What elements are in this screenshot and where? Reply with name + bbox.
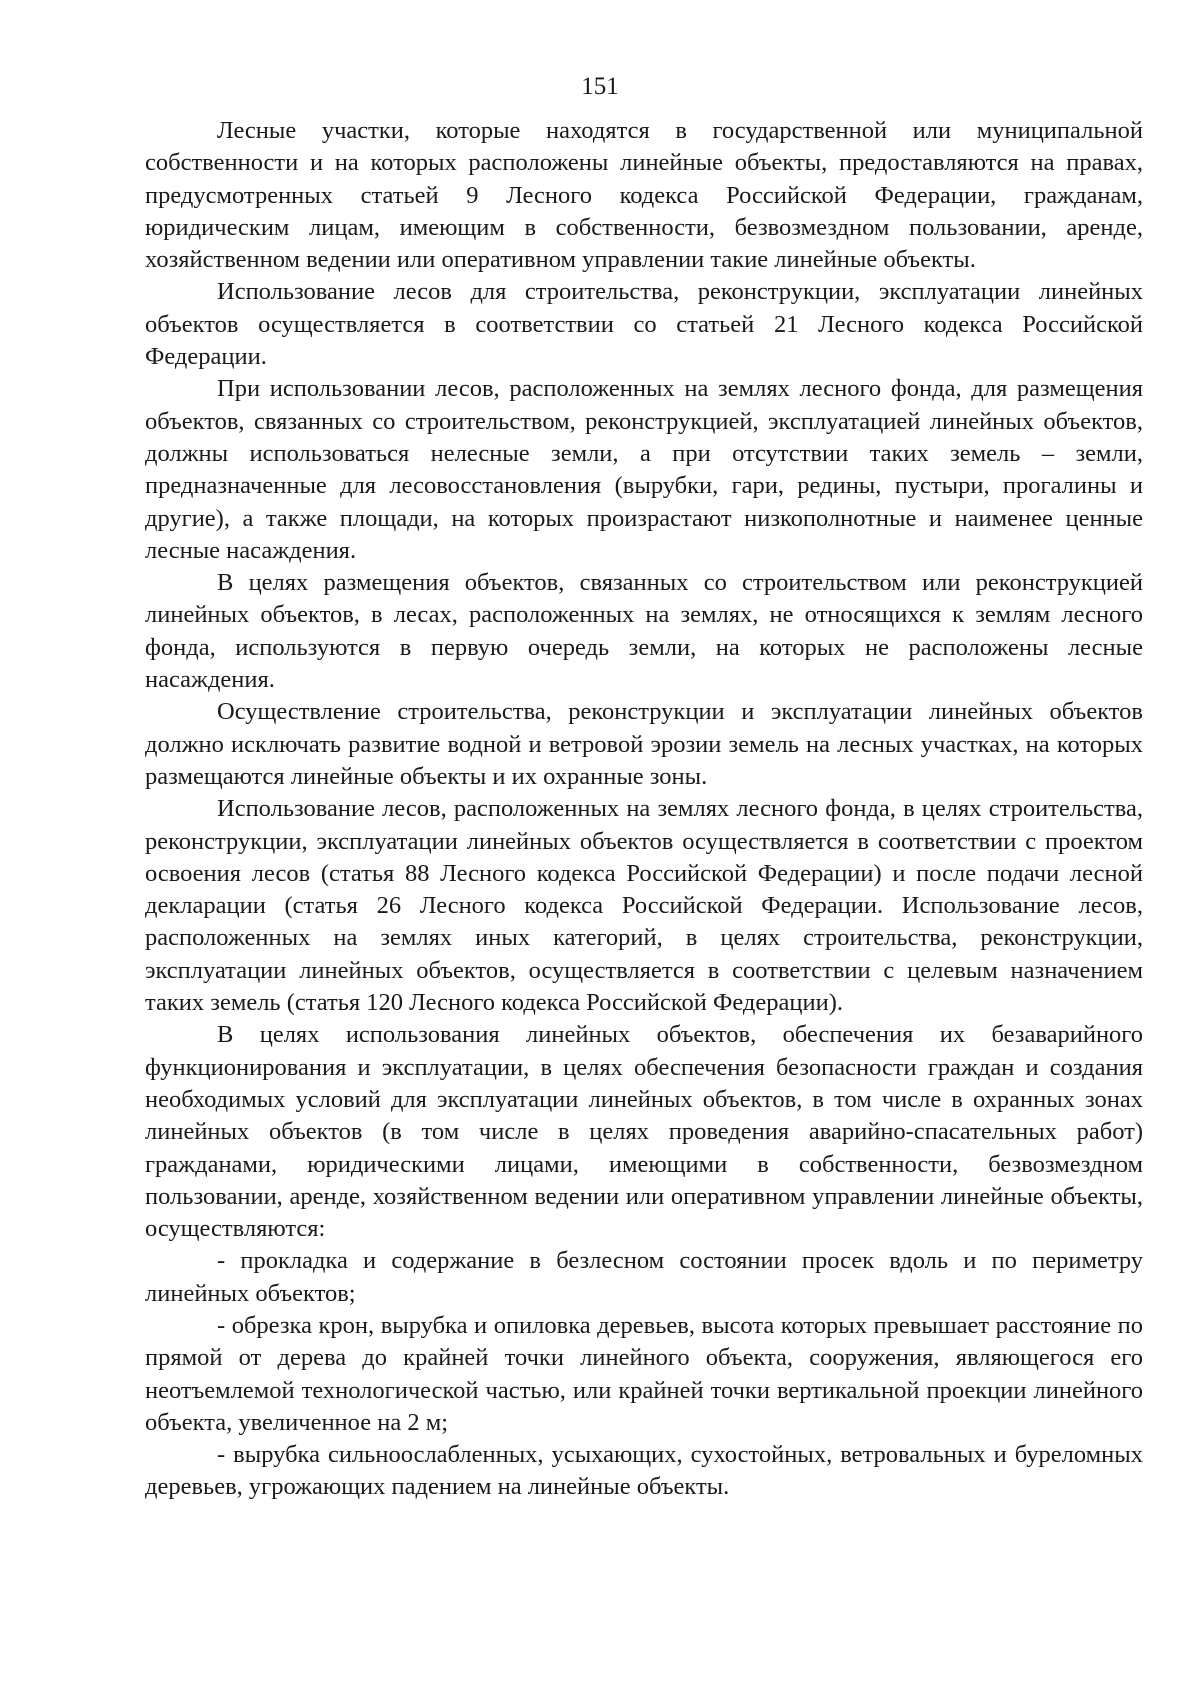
page-number: 151 <box>581 73 619 100</box>
list-item: - прокладка и содержание в безлесном состоянии просек вдоль и по периметру линейных объектов; <box>145 1247 1143 1307</box>
paragraph: При использовании лесов, расположенных на землях лесного фонда, для размещения объектов, связанных со строительством, реконструкцией, эксплуатацией линейных объектов, должны использоваться нелесные земли, а при отсутствии таких земель – земли, предназначенные для лесовосстановления (вырубки, гари, редины, пустыри, прогалины и другие), а также площади, на которых произрастают низкополнотные и наименее ценные лесные насаждения. <box>145 375 1143 564</box>
paragraph: Использование лесов для строительства, реконструкции, эксплуатации линейных объектов осуществляется в соответствии со статьей 21 Лесного кодекса Российской Федерации. <box>145 278 1143 371</box>
paragraph: В целях использования линейных объектов, обеспечения их безаварийного функционирования и эксплуатации, в целях обеспечения безопасности граждан и создания необходимых условий для эксплуатации линейных объектов, в том числе в охранных зонах линейных объектов (в том числе в целях проведения аварийно-спасательных работ) гражданами, юридическими лицами, имеющими в собственности, безвозмездном пользовании, аренде, хозяйственном ведении или оперативном управлении линейные объекты, осуществляются: <box>145 1021 1143 1243</box>
list-item: - вырубка сильноослабленных, усыхающих, сухостойных, ветровальных и буреломных деревьев, угрожающих падением на линейные объекты. <box>145 1441 1143 1501</box>
paragraph: Осуществление строительства, реконструкции и эксплуатации линейных объектов должно исключать развитие водной и ветровой эрозии земель на лесных участках, на которых размещаются линейные объекты и их охранные зоны. <box>145 698 1143 790</box>
paragraph: В целях размещения объектов, связанных со строительством или реконструкцией линейных объектов, в лесах, расположенных на землях, не относящихся к землям лесного фонда, используются в первую очередь земли, на которых не расположены лесные насаждения. <box>145 569 1143 694</box>
list-item: - обрезка крон, вырубка и опиловка деревьев, высота которых превышает расстояние по прямой от дерева до крайней точки линейного объекта, сооружения, являющегося его неотъемлемой технологической частью, или крайней точки вертикальной проекции линейного объекта, увеличенное на 2 м; <box>145 1311 1143 1436</box>
document-body <box>145 115 1143 1504</box>
paragraph: Использование лесов, расположенных на землях лесного фонда, в целях строительства, реконструкции, эксплуатации линейных объектов осуществляется в соответствии с проектом освоения лесов (статья 88 Лесного кодекса Российской Федерации) и после подачи лесной декларации (статья 26 Лесного кодекса Российской Федерации. Использование лесов, расположенных на землях иных категорий, в целях строительства, реконструкции, эксплуатации линейных объектов, осуществляется в соответствии с целевым назначением таких земель (статья 120 Лесного кодекса Российской Федерации). <box>145 795 1143 1017</box>
paragraph: Лесные участки, которые находятся в государственной или муниципальной собственности и на которых расположены линейные объекты, предоставляются на правах, предусмотренных статьей 9 Лесного кодекса Российской Федерации, гражданам, юридическим лицам, имеющим в собственности, безвозмездном пользовании, аренде, хозяйственном ведении или оперативном управлении такие линейные объекты. <box>145 117 1143 274</box>
